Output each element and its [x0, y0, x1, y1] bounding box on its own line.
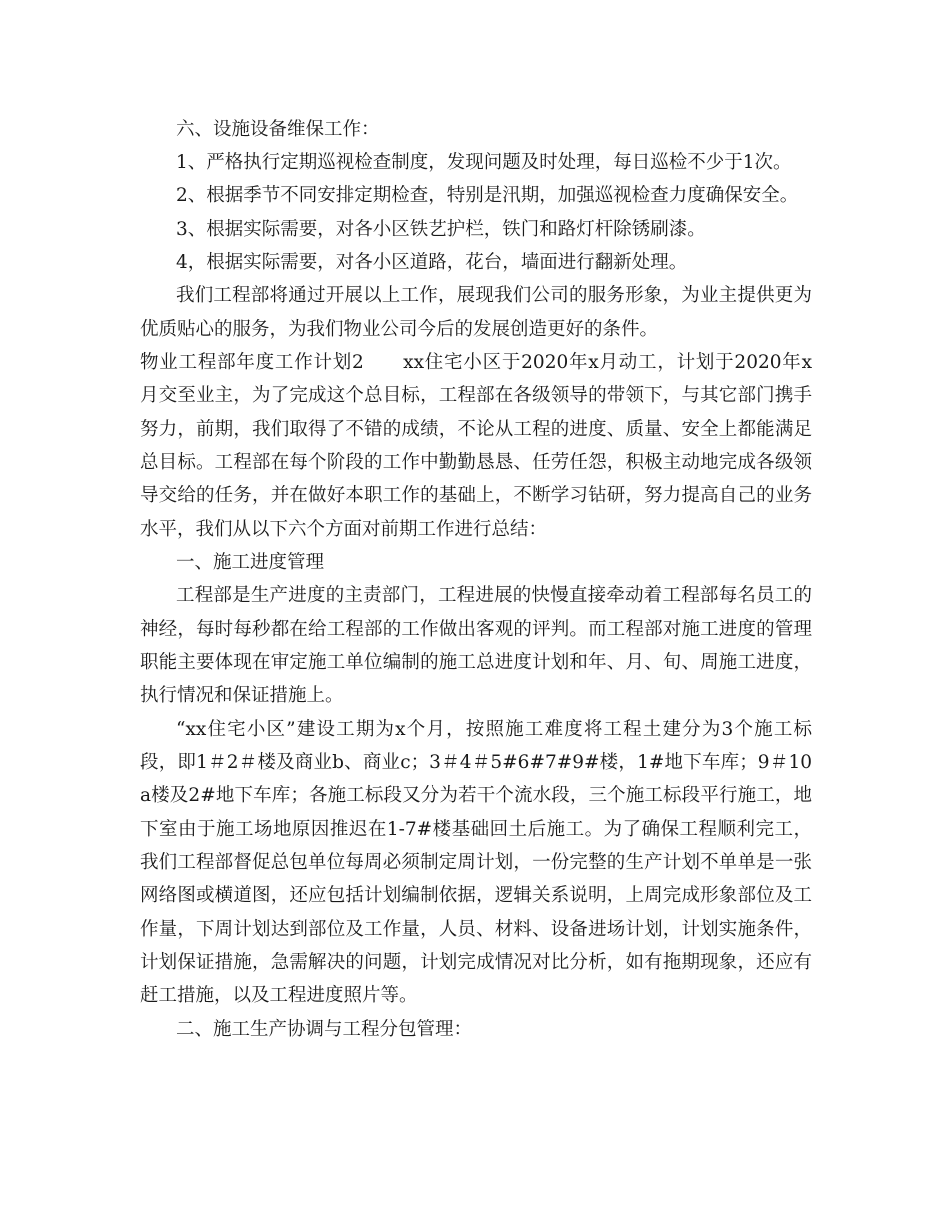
paragraph-line: 神经，每时每秒都在给工程部的工作做出客观的评判。而工程部对施工进度的管理 [140, 619, 812, 640]
paragraph-line: 工程部是生产进度的主责部门，工程进展的快慢直接牵动着工程部每名员工的 [176, 585, 812, 606]
paragraph-line: 优质贴心的服务，为我们物业公司今后的发展创造更好的条件。 [140, 319, 659, 340]
paragraph-line: 职能主要体现在审定施工单位编制的施工总进度计划和年、月、旬、周施工进度， [140, 652, 812, 673]
paragraph-line: 计划保证措施，急需解决的问题，计划完成情况对比分析，如有拖期现象，还应有 [140, 952, 812, 973]
paragraph-line: 下室由于施工场地原因推迟在1-7#楼基础回土后施工。为了确保工程顺利完工， [140, 819, 812, 840]
paragraph-line: “xx住宅小区”建设工期为x个月，按照施工难度将工程土建分为3个施工标 [176, 719, 812, 740]
paragraph-line: 段，即1＃2＃楼及商业b、商业c；3＃4＃5#6#7#9#楼，1#地下车库；9＃10 [140, 752, 812, 773]
section-heading-facility-maintenance: 六、设施设备维保工作： [176, 119, 380, 140]
paragraph-line: 执行情况和保证措施上。 [140, 685, 344, 706]
paragraph-line: a楼及2#地下车库；各施工标段又分为若干个流水段，三个施工标段平行施工，地 [140, 785, 812, 806]
paragraph-line: 我们工程部督促总包单位每周必须制定周计划，一份完整的生产计划不单单是一张 [140, 852, 812, 873]
section-heading-coordination: 二、施工生产协调与工程分包管理： [176, 1019, 473, 1040]
maintenance-item-3: 3、根据实际需要，对各小区铁艺护栏，铁门和路灯杆除锈刷漆。 [176, 219, 706, 240]
maintenance-item-2: 2、根据季节不同安排定期检查，特别是汛期，加强巡视检查力度确保安全。 [176, 185, 799, 206]
paragraph-line: 我们工程部将通过开展以上工作，展现我们公司的服务形象，为业主提供更为 [176, 285, 812, 306]
paragraph-line: 总目标。工程部在每个阶段的工作中勤勤恳恳、任劳任怨，积极主动地完成各级领 [140, 452, 812, 473]
paragraph-line: 赶工措施，以及工程进度照片等。 [140, 985, 418, 1006]
maintenance-item-1: 1、严格执行定期巡视检查制度，发现问题及时处理，每日巡检不少于1次。 [176, 152, 792, 173]
section-heading-schedule-management: 一、施工进度管理 [176, 552, 325, 573]
paragraph-line: 月交至业主，为了完成这个总目标，工程部在各级领导的带领下，与其它部门携手 [140, 385, 812, 406]
paragraph-line: 网络图或横道图，还应包括计划编制依据，逻辑关系说明，上周完成形象部位及工 [140, 885, 812, 906]
paragraph-line: 努力，前期，我们取得了不错的成绩，不论从工程的进度、质量、安全上都能满足 [140, 419, 812, 440]
plan-title-line: 物业工程部年度工作计划2 xx住宅小区于2020年x月动工，计划于2020年x [140, 352, 812, 373]
paragraph-line: 作量，下周计划达到部位及工作量，人员、材料、设备进场计划，计划实施条件， [140, 919, 812, 940]
maintenance-item-4: 4，根据实际需要，对各小区道路，花台，墙面进行翻新处理。 [176, 252, 688, 273]
paragraph-line: 导交给的任务，并在做好本职工作的基础上，不断学习钻研，努力提高自己的业务 [140, 485, 812, 506]
paragraph-line: 水平，我们从以下六个方面对前期工作进行总结： [140, 519, 548, 540]
